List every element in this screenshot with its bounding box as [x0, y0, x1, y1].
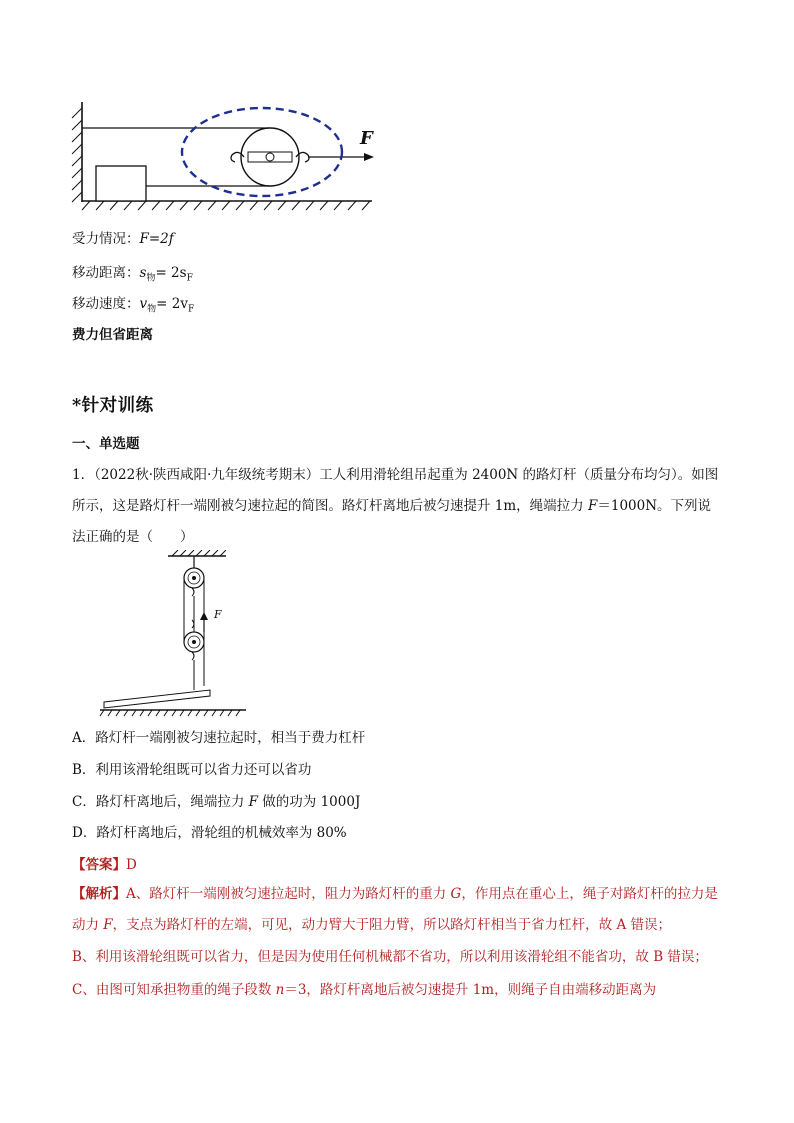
- explanation-c: C、由图可知承担物重的绳子段数 n＝3，路灯杆离地后被匀速提升 1m，则绳子自由端移动距离为: [72, 982, 657, 998]
- force-condition: 受力情况：F=2f: [72, 231, 174, 247]
- conclusion: 费力但省距离: [72, 327, 153, 343]
- section-title: *针对训练: [72, 396, 154, 416]
- option-b: B．利用该滑轮组既可以省力还可以省功: [72, 762, 312, 778]
- moving-speed: 移动速度：$v_物= 2v_F$: [72, 296, 195, 315]
- answer: 【答案】D: [72, 857, 137, 873]
- pulley-system-diagram: [98, 550, 248, 720]
- option-c: C．路灯杆离地后，绳端拉力 F 做的功为 1000J: [72, 794, 361, 810]
- moving-distance: 移动距离：$s_物= 2s_F$: [72, 265, 193, 284]
- pulley-diagram-horizontal: [66, 96, 396, 216]
- question-stem: 1．（2022秋·陕西咸阳·九年级统考期末）工人利用滑轮组吊起重为 2400N 的路灯杆（质量分布均匀）。如图所示，这是路灯杆一端刚被匀速拉起的简图。路灯杆离地后被匀速提升 1m，绳端拉力 F＝1000N。下列说法正确的是（ ）: [72, 467, 719, 545]
- force-label: F: [360, 128, 373, 149]
- explanation: 【解析】A、路灯杆一端刚被匀速拉起时，阻力为路灯杆的重力 G，作用点在重心上，绳子对路灯杆的拉力是动力 F，支点为路灯杆的左端，可见，动力臂大于阻力臂，所以路灯杆相当于省力杠杆，故 A 错误；: [72, 886, 718, 933]
- subsection-title: 一、单选题: [72, 436, 140, 452]
- option-a: A．路灯杆一端刚被匀速拉起时，相当于费力杠杆: [72, 730, 366, 746]
- explanation-b: B、利用该滑轮组既可以省力，但是因为使用任何机械都不省功，所以利用该滑轮组不能省功，故 B 错误；: [72, 949, 708, 965]
- force-label: F: [214, 608, 222, 621]
- option-d: D．路灯杆离地后，滑轮组的机械效率为 80%: [72, 825, 347, 841]
